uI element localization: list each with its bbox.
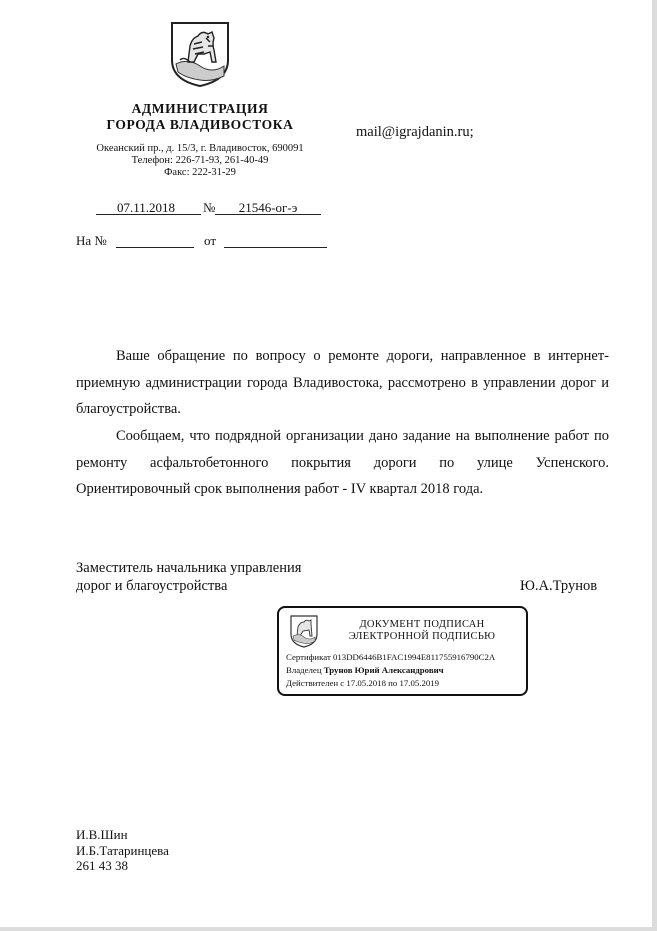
body-paragraph-1: Ваше обращение по вопросу о ремонте дороги, направленное в интернет-приемную администрации города Владивостока, рассмотрено в управлении дорог и благоустройства. bbox=[76, 348, 609, 417]
stamp-title-line1: ДОКУМЕНТ ПОДПИСАН bbox=[359, 619, 485, 630]
registration-number-underline bbox=[215, 214, 321, 215]
signer-name: Ю.А.Трунов bbox=[520, 578, 598, 594]
executor-phone: 261 43 38 bbox=[76, 858, 128, 873]
stamp-certificate-row bbox=[286, 652, 495, 662]
executor-1: И.В.Шин bbox=[76, 827, 128, 842]
organization-name-line2: ГОРОДА ВЛАДИВОСТОКА bbox=[106, 117, 294, 132]
signer-position-line2: дорог и благоустройства bbox=[76, 578, 228, 594]
stamp-validity-label: Действителен bbox=[286, 678, 339, 688]
reply-to-number-blank bbox=[116, 247, 194, 248]
stamp-title-line2: ЭЛЕКТРОННОЙ ПОДПИСЬЮ bbox=[348, 631, 496, 642]
registration-date: 07.11.2018 bbox=[116, 200, 176, 215]
stamp-coat-of-arms-icon bbox=[289, 614, 319, 648]
stamp-validity-row bbox=[286, 678, 439, 688]
stamp-owner-row bbox=[286, 665, 444, 675]
page-edge-right bbox=[652, 0, 657, 931]
registration-number-label: № bbox=[203, 200, 216, 215]
page-edge-bottom bbox=[0, 927, 657, 931]
organization-name-line1: АДМИНИСТРАЦИЯ bbox=[131, 101, 269, 116]
registration-number: 21546-ог-э bbox=[238, 200, 298, 215]
organization-address: Океанский пр., д. 15/3, г. Владивосток, 690091 bbox=[96, 143, 304, 154]
reply-from-label: от bbox=[204, 233, 217, 248]
stamp-owner-label: Владелец bbox=[286, 665, 322, 675]
signer-position-line1: Заместитель начальника управления bbox=[76, 560, 302, 576]
body-paragraph-2: Сообщаем, что подрядной организации дано задание на выполнение работ по ремонту асфальтобетонного покрытия дороги по улице Успенского. Ориентировочный срок выполнения работ - IV квартал 2018 года. bbox=[76, 428, 609, 497]
stamp-validity-value: с 17.05.2018 по 17.05.2019 bbox=[340, 678, 440, 688]
organization-phone: Телефон: 226-71-93, 261-40-49 bbox=[131, 155, 269, 166]
recipient-email: mail@igrajdanin.ru; bbox=[356, 124, 474, 140]
stamp-certificate-value: 013DD6446B1FAC1994E811755916790C2A bbox=[333, 652, 496, 662]
stamp-certificate-label: Сертификат bbox=[286, 652, 331, 662]
reply-to-label: На № bbox=[76, 233, 107, 248]
vladivostok-coat-of-arms-icon bbox=[168, 20, 232, 88]
stamp-owner-value: Трунов Юрий Александрович bbox=[323, 665, 444, 675]
registration-date-underline bbox=[96, 214, 201, 215]
reply-from-date-blank bbox=[224, 247, 327, 248]
executor-2: И.Б.Татаринцева bbox=[76, 843, 169, 858]
organization-fax: Факс: 222-31-29 bbox=[164, 167, 236, 178]
